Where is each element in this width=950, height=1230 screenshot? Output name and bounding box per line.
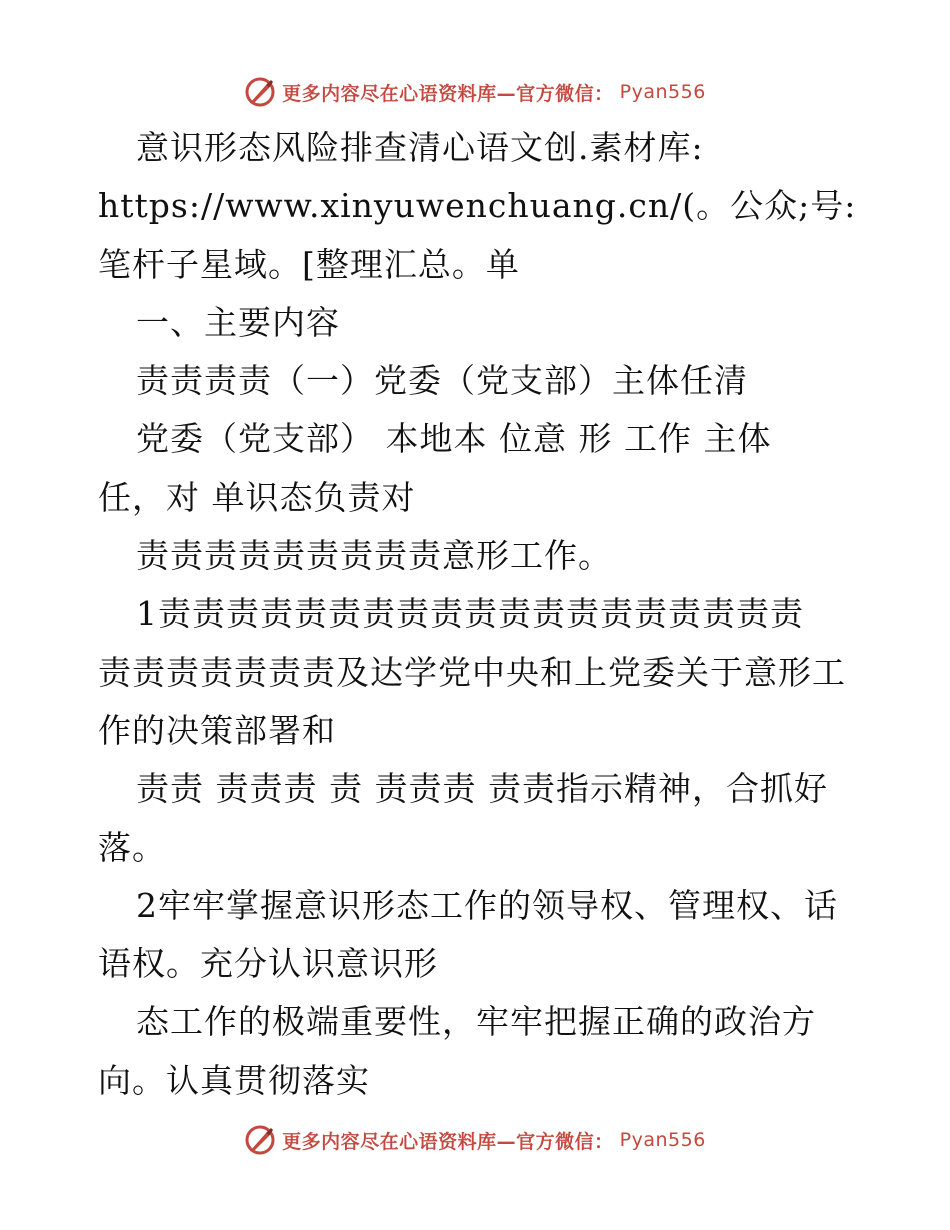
footer-wechat-id: Pyan556 [619,1129,706,1151]
body-line: 语权。充分认识意识形 [98,944,438,984]
body-line: 落。 [98,827,166,867]
body-line: https://www.xinyuwenchuang.cn/(。公众;号: [98,186,857,226]
body-line: 意识形态风险排查清心语文创.素材库: [136,128,704,167]
body-line: 任，对 单识态负责对 [98,477,416,517]
body-line: 党委（党支部） 本地本 位意 形 工作 主体 [136,419,772,459]
body-line: 态工作的极端重要性，牢牢把握正确的政治方 [136,1002,816,1042]
footer-text: 更多内容尽在心语资料库—官方微信： [282,1130,614,1153]
body-line: 笔杆子星域。[整理汇总。单 [98,244,520,284]
footer-banner [0,1118,950,1162]
body-line: 1责责责责责责责责责责责责责责责责责责责 [136,594,804,634]
document-body [98,119,878,1110]
body-line: 责责责责（一）党委（党支部）主体任清 [136,361,748,401]
body-line: 向。认真贯彻落实 [98,1060,370,1100]
pen-logo-icon [244,76,276,108]
section-heading: 一、主要内容 [136,302,340,342]
body-line: 责责责责责责责责责意形工作。 [136,536,612,576]
body-line: 2牢牢掌握意识形态工作的领导权、管理权、话 [136,885,838,925]
header-wechat-id: Pyan556 [619,81,706,103]
header-text: 更多内容尽在心语资料库—官方微信： [282,82,614,105]
body-line: 责责 责责责 责 责责责 责责指示精神，合抓好 [136,769,828,809]
body-line: 责责责责责责责及达学党中央和上党委关于意形工 [98,652,846,692]
pen-logo-icon [244,1124,276,1156]
body-line: 作的决策部署和 [98,710,336,750]
header-banner [0,70,950,114]
